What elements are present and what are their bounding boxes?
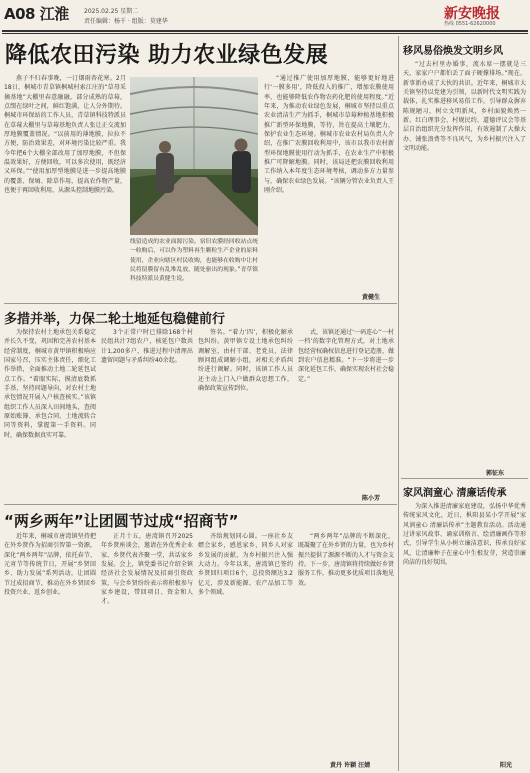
article1-headline: 降低农田污染 助力农业绿色发展 xyxy=(5,43,329,68)
right1-byline: 郭征东 xyxy=(486,470,505,477)
editor-line: 责任编辑：杨千 · 组版：莫建华 xyxy=(84,18,168,25)
article2-col1: 为保持农村土地承包关系稳定并长久不变，巩固和完善农村基本经营制度，桐城市黄甲镇积极响应国家号召，压实主体责任，细化工作举措，全面推动土地二轮延包试点工作。“着眼实际，摸清底数抓手基，坚持问题导向，对农村土地承包情况开展入户核查核实。”该镇组织工作人员深入田间地头，查阅原始账簿、承包合同、土地流转合同等资料，掌握第一手资料。同时，确保数据真实可靠。 xyxy=(4,329,96,439)
date-line: 2025.02.25 星期二 xyxy=(84,8,139,15)
article1-photo xyxy=(130,77,258,235)
header-rule xyxy=(2,30,528,32)
article3-col2: 正月十五，唐湾镇召开2025年乡贤座谈会，邀请在外优秀企业家、乡贤代表齐聚一堂，共话家乡发展。会上，镇党委书记介绍全镇经济社会发展情况及招商引资政策，与会乡贤纷纷表示将积极参与家乡建设，带回项目、资金和人才。 xyxy=(101,533,193,606)
article2-byline: 陈小芳 xyxy=(362,495,381,502)
article1-col2: “通过推广使用加厚地膜，能够更好地进行‘一膜多用’，降低投入的推广，增加农膜使用率，也能够降低农作物农药化肥的使用程度。”近年来，为推动农业绿色发展，桐城市坚持以重点农业清洁生产为抓手，桐城市草莓种植基地积极推广新型环保地膜，等待，旨在提高土壤肥力，保护农业生态环境。桐城市农业农村局负责人介绍，在推广农膜回收利用中，该市以我市农村新型环保地膜使用行动为抓手，在农业生产中积极推广可降解地膜。同时，该局还把农膜回收利用工作纳入本年度生态环境考核，调动多方力量参与，确保农业绿色发展。“该辆分管农业负责人王刚介绍。 xyxy=(264,75,394,195)
article2-col2: 3个正常户时已排除168个村民组共汁7组农户，核延包户数共计1,200多户，推进过程中清理出遗留问题与矛盾纠纷40余起。 xyxy=(101,329,193,365)
article1-byline: 黄健生 xyxy=(362,294,381,301)
header-rule-thin xyxy=(2,33,528,34)
article3-col1: 近年来，桐城市唐湾镇坚持把在外乡贤作为招商引智第一资源，深化“两乡两年”品牌，依托春节、元宵节等传统节日，开展“乡贤回乡、助力发展”系列活动，让团圆节过成招商节，推动在外乡贤回乡投资兴业、返乡创业。 xyxy=(4,533,96,597)
article1-caption: 线留造成的农业面源污染。宿旧农膜经回收站点统一收购后，可以作为塑料再生颗粒生产企业的原料使用，企业向辖区村民收购，也能够在收购中让村民将留膜留有乱堆乱放，随处驱出的现象。”青草镇科技特派员黄健生说。 xyxy=(130,239,258,283)
right2-headline: 家风润童心 清廉话传承 xyxy=(403,488,507,499)
right1-headline: 移风易俗焕发文明乡风 xyxy=(403,46,503,57)
column-divider xyxy=(398,36,399,771)
article1-col1: 燕子不归春事晚，一汀烟雨杏花寒。2月18日，桐城市青草镇桐城村索江庄的“草母采摘基地”大棚里春意融融，部分成熟的草莓，点缀在绿叶之间，鲜红饱满，让人分外期待。桐城市环保站的工作人员，青草镇科技特派员在草莓大棚里与草莓基地负责人张让正交流加厚地膜覆盖情况。“以前用的薄地膜，拉拉不方便，防治效果差，对环境污染比较严重。我今年把6个大棚全部改用了加厚地膜，不但保温效果好，方便回收，可以多次使用，既经济又环保。”“使用加厚型地膜是进一步提高地膜的覆盖、保墒、除草作用，提高农作物产量，也便于再回收利用，从源头控制地膜污染。 xyxy=(4,75,126,195)
contact-line: 热线 0551-62620000 xyxy=(444,21,496,27)
article3-byline: 黄丹 许颖 汪婧 xyxy=(330,762,371,769)
article2-headline: 多措并举，力保二轮土地延包稳健前行 xyxy=(4,312,226,327)
article3-col4: “两乡两年”品牌的不断深化，既凝聚了在外乡贤的力量，也为乡村振兴提供了源源不断的人才与资金支持。下一步，唐湾镇将持续做好乡贤服务工作，推动更多优质项目落地见效。 xyxy=(298,533,394,587)
page-header xyxy=(0,0,530,30)
right-divider xyxy=(401,478,528,479)
right1-body: “过去村里办婚事，流水席一摆就是三天，家家户户都怕丢了面子硬撑排场。”现在，新事新办成了大伙的共识。近年来，桐城市大关镇坚持以党建为引领，以新时代文明实践为载体，扎实推进移风易俗工作，引导群众摒弃陈规陋习，树立文明新风，乡村面貌焕然一新。红白理事会、村规民约、道德评议会等基层自治组织充分发挥作用，有效遏制了大操大办、铺张浪费等不良风气，为乡村振兴注入了文明动能。 xyxy=(403,61,526,153)
article1-divider xyxy=(4,303,397,304)
article3-headline: “两乡两年”让团圆节过成“招商节” xyxy=(4,512,239,530)
newspaper-logo: 新安晚报 xyxy=(444,6,500,22)
right2-byline: 阳光 xyxy=(500,762,513,769)
right2-body: 为深入推进清廉家庭建设，弘扬中华优秀传统家风文化，近日，枞阳县某小学开展“家风润童心 清廉话传承”主题教育活动。活动通过讲家风故事、诵家训格言、绘清廉画作等形式，引导学生从小树立廉洁意识，传承良好家风，让清廉种子在童心中生根发芽，营造崇廉尚洁的良好氛围。 xyxy=(403,503,526,567)
page-label: A08 江淮 xyxy=(4,5,69,23)
article2-col4: 式，该镇还通过‘一码连心’‘一村一档’的数字化管理方式，对土地承包经营权确权信息进行登记造册，做到农户信息精准。“下一步将进一步深化延包工作，确保实现农村社会稳定。” xyxy=(298,329,394,383)
article2-col3: 签名。“着力‘四’，积极化解承包纠纷。黄甲镇专设土地承包纠纷调解室，由村干部、老党员、法律顾问组成调解小组，对相关矛盾纠纷进行调解。同时，该镇工作人员还主动上门入户做群众思想工作，确保政策宣传到位。 xyxy=(198,329,293,393)
article2-divider xyxy=(4,504,397,505)
article3-col3: 齐给规划同心圆。一座社乡友婿会家乡，感恩家乡，同乡人对家乡发展的贡献，为乡村振兴注入强大动力。今年以来，唐湾镇已签约乡贤回归项目6个，总投资额达3.2亿元，涉及新能源、农产品加工等多个领域。 xyxy=(198,533,293,597)
